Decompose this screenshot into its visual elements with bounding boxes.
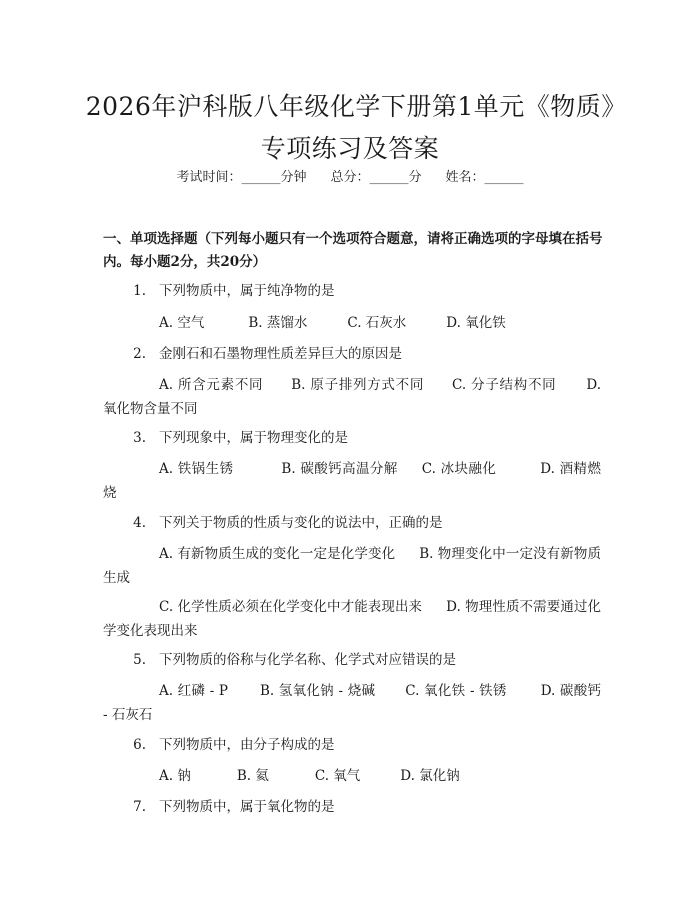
option: D. 碳酸钙 - 石灰石 <box>103 683 601 723</box>
question-options <box>103 679 601 727</box>
question-number: 2. <box>133 346 146 362</box>
question-stem: 下列关于物质的性质与变化的说法中，正确的是 <box>159 515 443 531</box>
option: A. 红磷 - P <box>159 683 229 699</box>
exam-time: 考试时间：______分钟 <box>176 170 307 185</box>
question-stem: 下列物质中，属于纯净物的是 <box>159 283 335 299</box>
question-options <box>103 311 601 335</box>
option: C. 分子结构不同 <box>452 377 557 393</box>
question-stem: 下列物质中，属于氧化物的是 <box>159 799 335 815</box>
question-number: 1. <box>133 283 146 299</box>
student-name: 姓名：______ <box>445 170 524 185</box>
option: B. 蒸馏水 <box>248 315 308 331</box>
total-score: 总分：______分 <box>330 170 422 185</box>
question-stem: 下列物质的俗称与化学名称、化学式对应错误的是 <box>159 652 456 668</box>
option: D. 氧化物含量不同 <box>103 377 601 417</box>
option: C. 冰块融化 <box>421 461 497 477</box>
question-number: 5. <box>133 652 146 668</box>
option: B. 氢氧化钠 - 烧碱 <box>260 683 376 699</box>
question-number: 3. <box>133 430 146 446</box>
document-title: 2026年沪科版八年级化学下册第1单元《物质》专项练习及答案 <box>85 92 615 163</box>
option: B. 原子排列方式不同 <box>291 377 425 393</box>
option: C. 氧化铁 - 铁锈 <box>405 683 507 699</box>
option: A. 所含元素不同 <box>159 377 264 393</box>
question-stem: 下列物质中，由分子构成的是 <box>159 737 335 753</box>
option: D. 酒精燃烧 <box>103 461 601 501</box>
question-options <box>103 595 601 643</box>
option: C. 石灰水 <box>347 315 407 331</box>
option: B. 氦 <box>236 768 269 784</box>
question-options <box>103 764 601 788</box>
option: C. 化学性质必须在化学变化中才能表现出来 <box>159 599 423 615</box>
option: A. 空气 <box>159 315 205 331</box>
option: B. 碳酸钙高温分解 <box>281 461 398 477</box>
question-stem: 金刚石和石墨物理性质差异巨大的原因是 <box>159 346 402 362</box>
option: D. 氯化钠 <box>400 768 460 784</box>
exam-meta <box>0 168 700 188</box>
section-heading: 一、单项选择题（下列每小题只有一个选项符合题意，请将正确选项的字母填在括号内。每小题2分，共20分） <box>103 231 603 270</box>
option: D. 物理性质不需要通过化学变化表现出来 <box>103 599 601 639</box>
option: A. 铁锅生锈 <box>159 461 234 477</box>
option: A. 有新物质生成的变化一定是化学变化 <box>159 546 396 562</box>
option: B. 物理变化中一定没有新物质生成 <box>103 546 601 586</box>
question-stem: 下列现象中，属于物理变化的是 <box>159 430 348 446</box>
option: A. 钠 <box>159 768 191 784</box>
question-options <box>103 457 601 505</box>
option: C. 氧气 <box>314 768 361 784</box>
question-options <box>103 373 601 421</box>
question-number: 7. <box>133 799 146 815</box>
question-options <box>103 542 601 590</box>
question-number: 6. <box>133 737 146 753</box>
question-number: 4. <box>133 515 146 531</box>
option: D. 氧化铁 <box>446 315 506 331</box>
